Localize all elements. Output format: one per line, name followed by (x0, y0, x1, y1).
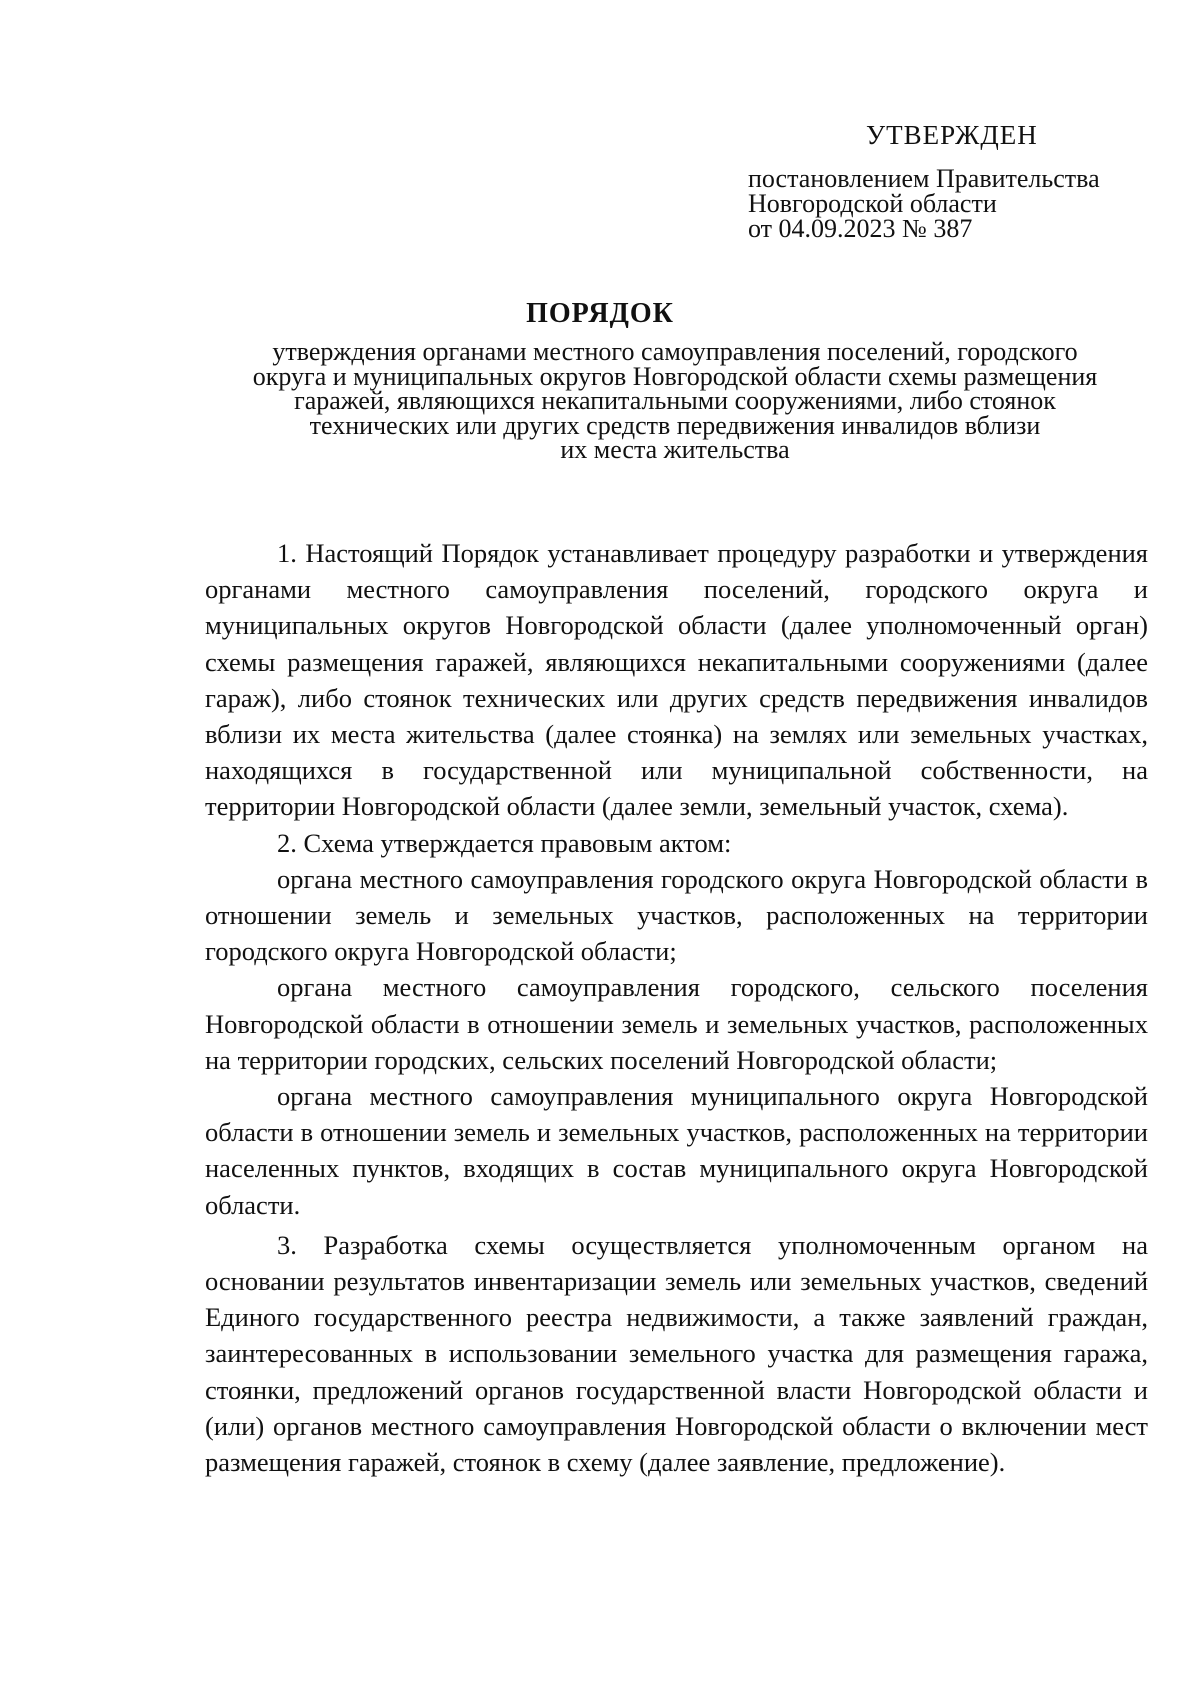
approval-stamp (748, 118, 1168, 241)
paragraph-3: 3. Разработка схемы осуществляется уполномоченным органом на основании результатов инвентаризации земель или земельных участков, сведений Единого государственного реестра недвижимости, а также заявлений граждан, заинтересованных в использовании земельного участка для размещения гаража, стоянки, предложений органов государственной власти Новгородской области и (или) органов местного самоуправления Новгородской области о включении мест размещения гаражей, стоянок в схему (далее заявление, предложение). (205, 1229, 1148, 1478)
paragraph-2-item-city-district: органа местного самоуправления городского округа Новгородской области в отношении земель и земельных участков, расположенных на территории городского округа Новгородской области; (205, 863, 1148, 967)
paragraph-2-item-settlement: органа местного самоуправления городского, сельского поселения Новгородской области в отношении земель и земельных участков, расположенных на территории городских, сельских поселений Новгородской области; (205, 972, 1148, 1075)
approval-line-date-number: от 04.09.2023 № 387 (748, 214, 973, 243)
subtitle-line: их места жительства (560, 435, 790, 464)
approval-title: УТВЕРЖДЕН (866, 120, 1038, 150)
approval-line-resolution: постановлением Правительства (748, 164, 1100, 193)
approval-details (748, 166, 1168, 241)
paragraph-2: 2. Схема утверждается правовым актом: (277, 827, 732, 858)
subtitle-line: гаражей, являющихся некапитальными сооружениями, либо стоянок (294, 386, 1056, 415)
document-body (205, 535, 1148, 1480)
paragraph-2-item-municipal-district: органа местного самоуправления муниципального округа Новгородской области в отношении земель и земельных участков, расположенных на территории населенных пунктов, входящих в состав муниципального округа Новгородской области. (205, 1081, 1148, 1220)
subtitle-line: технических или других средств передвижения инвалидов вблизи (309, 410, 1041, 440)
paragraph-1: 1. Настоящий Порядок устанавливает процедуру разработки и утверждения органами местного самоуправления поселений, городского округа и муниципальных округов Новгородской области (далее уполномоченный орган) схемы размещения гаражей, являющихся некапитальными сооружениями (далее гараж), либо стоянок технических или других средств передвижения инвалидов вблизи их места жительства (далее стоянка) на землях или земельных участках, находящихся в государственной или муниципальной собственности, на территории Новгородской области (далее земли, земельный участок, схема). (205, 538, 1148, 822)
subtitle-line: утверждения органами местного самоуправления поселений, городского (272, 337, 1078, 366)
approval-line-region: Новгородской области (748, 189, 997, 218)
subtitle-line: округа и муниципальных округов Новгородской области схемы размещения (252, 361, 1098, 391)
document-subtitle (200, 337, 1150, 464)
document-title: ПОРЯДОК (526, 298, 674, 329)
